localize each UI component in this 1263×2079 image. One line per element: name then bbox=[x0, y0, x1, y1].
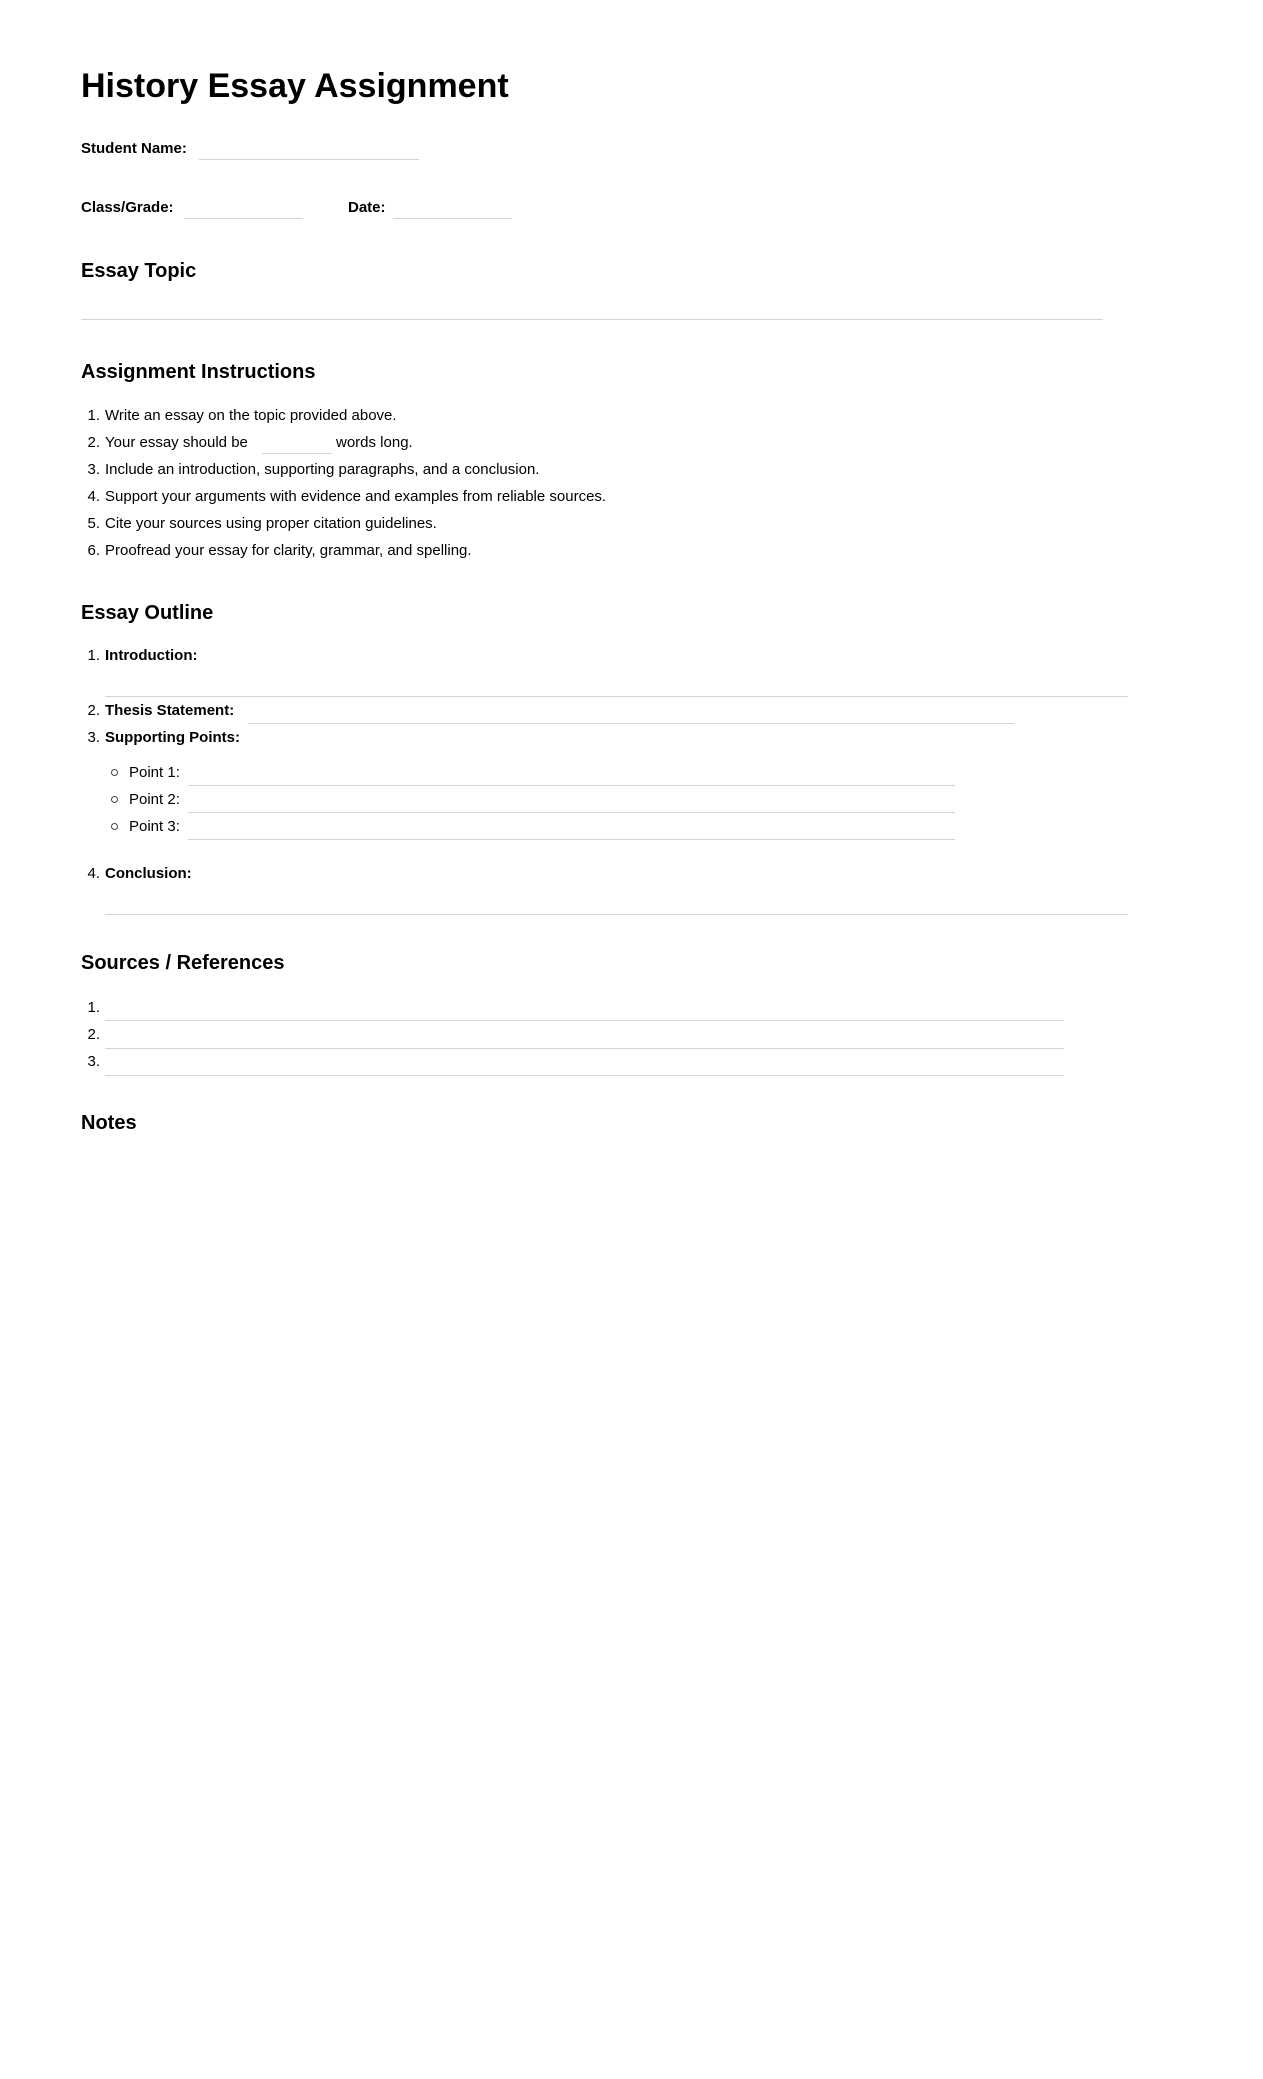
essay-topic-heading: Essay Topic bbox=[81, 260, 197, 282]
page-title: History Essay Assignment bbox=[81, 67, 509, 105]
date-label: Date: bbox=[348, 199, 386, 216]
instruction-item-after: words long. bbox=[336, 434, 413, 451]
source-3-field[interactable] bbox=[105, 1075, 1064, 1076]
notes-heading: Notes bbox=[81, 1112, 137, 1134]
outline-heading: Essay Outline bbox=[81, 602, 214, 624]
thesis-statement-field[interactable] bbox=[248, 723, 1014, 724]
instruction-number: 5. bbox=[87, 515, 100, 532]
instruction-item: Cite your sources using proper citation guidelines. bbox=[105, 515, 437, 532]
student-name-label: Student Name: bbox=[81, 140, 187, 157]
outline-number: 1. bbox=[87, 647, 100, 664]
instruction-item-before: Your essay should be bbox=[105, 434, 248, 451]
instruction-number: 6. bbox=[87, 542, 100, 559]
outline-number: 4. bbox=[87, 865, 100, 882]
source-number: 1. bbox=[87, 999, 100, 1016]
thesis-statement-label: Thesis Statement: bbox=[105, 702, 235, 719]
word-count-field[interactable] bbox=[262, 453, 332, 454]
circle-bullet-icon bbox=[111, 769, 118, 776]
point-2-label: Point 2: bbox=[129, 791, 180, 808]
instruction-number: 1. bbox=[87, 407, 100, 424]
source-1-field[interactable] bbox=[105, 1020, 1064, 1021]
essay-topic-field[interactable] bbox=[81, 319, 1103, 320]
source-number: 3. bbox=[87, 1053, 100, 1070]
point-3-label: Point 3: bbox=[129, 818, 180, 835]
instruction-item: Write an essay on the topic provided above. bbox=[105, 407, 397, 424]
instruction-item: Include an introduction, supporting paragraphs, and a conclusion. bbox=[105, 461, 540, 478]
supporting-points-label: Supporting Points: bbox=[105, 729, 240, 746]
student-name-field[interactable] bbox=[199, 159, 419, 160]
instruction-item: Proofread your essay for clarity, grammar, and spelling. bbox=[105, 542, 472, 559]
point-2-field[interactable] bbox=[188, 812, 955, 813]
point-1-label: Point 1: bbox=[129, 764, 180, 781]
outline-number: 2. bbox=[87, 702, 100, 719]
instruction-item: Support your arguments with evidence and examples from reliable sources. bbox=[105, 488, 607, 505]
point-3-field[interactable] bbox=[188, 839, 955, 840]
notes-area[interactable] bbox=[81, 1150, 1103, 2000]
source-2-field[interactable] bbox=[105, 1048, 1064, 1049]
class-grade-label: Class/Grade: bbox=[81, 199, 174, 216]
conclusion-field[interactable] bbox=[105, 914, 1128, 915]
class-grade-field[interactable] bbox=[184, 218, 303, 219]
circle-bullet-icon bbox=[111, 796, 118, 803]
sources-heading: Sources / References bbox=[81, 952, 285, 974]
instruction-number: 4. bbox=[87, 488, 100, 505]
introduction-label: Introduction: bbox=[105, 647, 198, 664]
source-number: 2. bbox=[87, 1026, 100, 1043]
point-1-field[interactable] bbox=[188, 785, 955, 786]
introduction-field[interactable] bbox=[105, 696, 1128, 697]
outline-number: 3. bbox=[87, 729, 100, 746]
instruction-number: 3. bbox=[87, 461, 100, 478]
conclusion-label: Conclusion: bbox=[105, 865, 192, 882]
date-field[interactable] bbox=[393, 218, 512, 219]
circle-bullet-icon bbox=[111, 823, 118, 830]
instructions-heading: Assignment Instructions bbox=[81, 361, 316, 383]
instruction-number: 2. bbox=[87, 434, 100, 451]
